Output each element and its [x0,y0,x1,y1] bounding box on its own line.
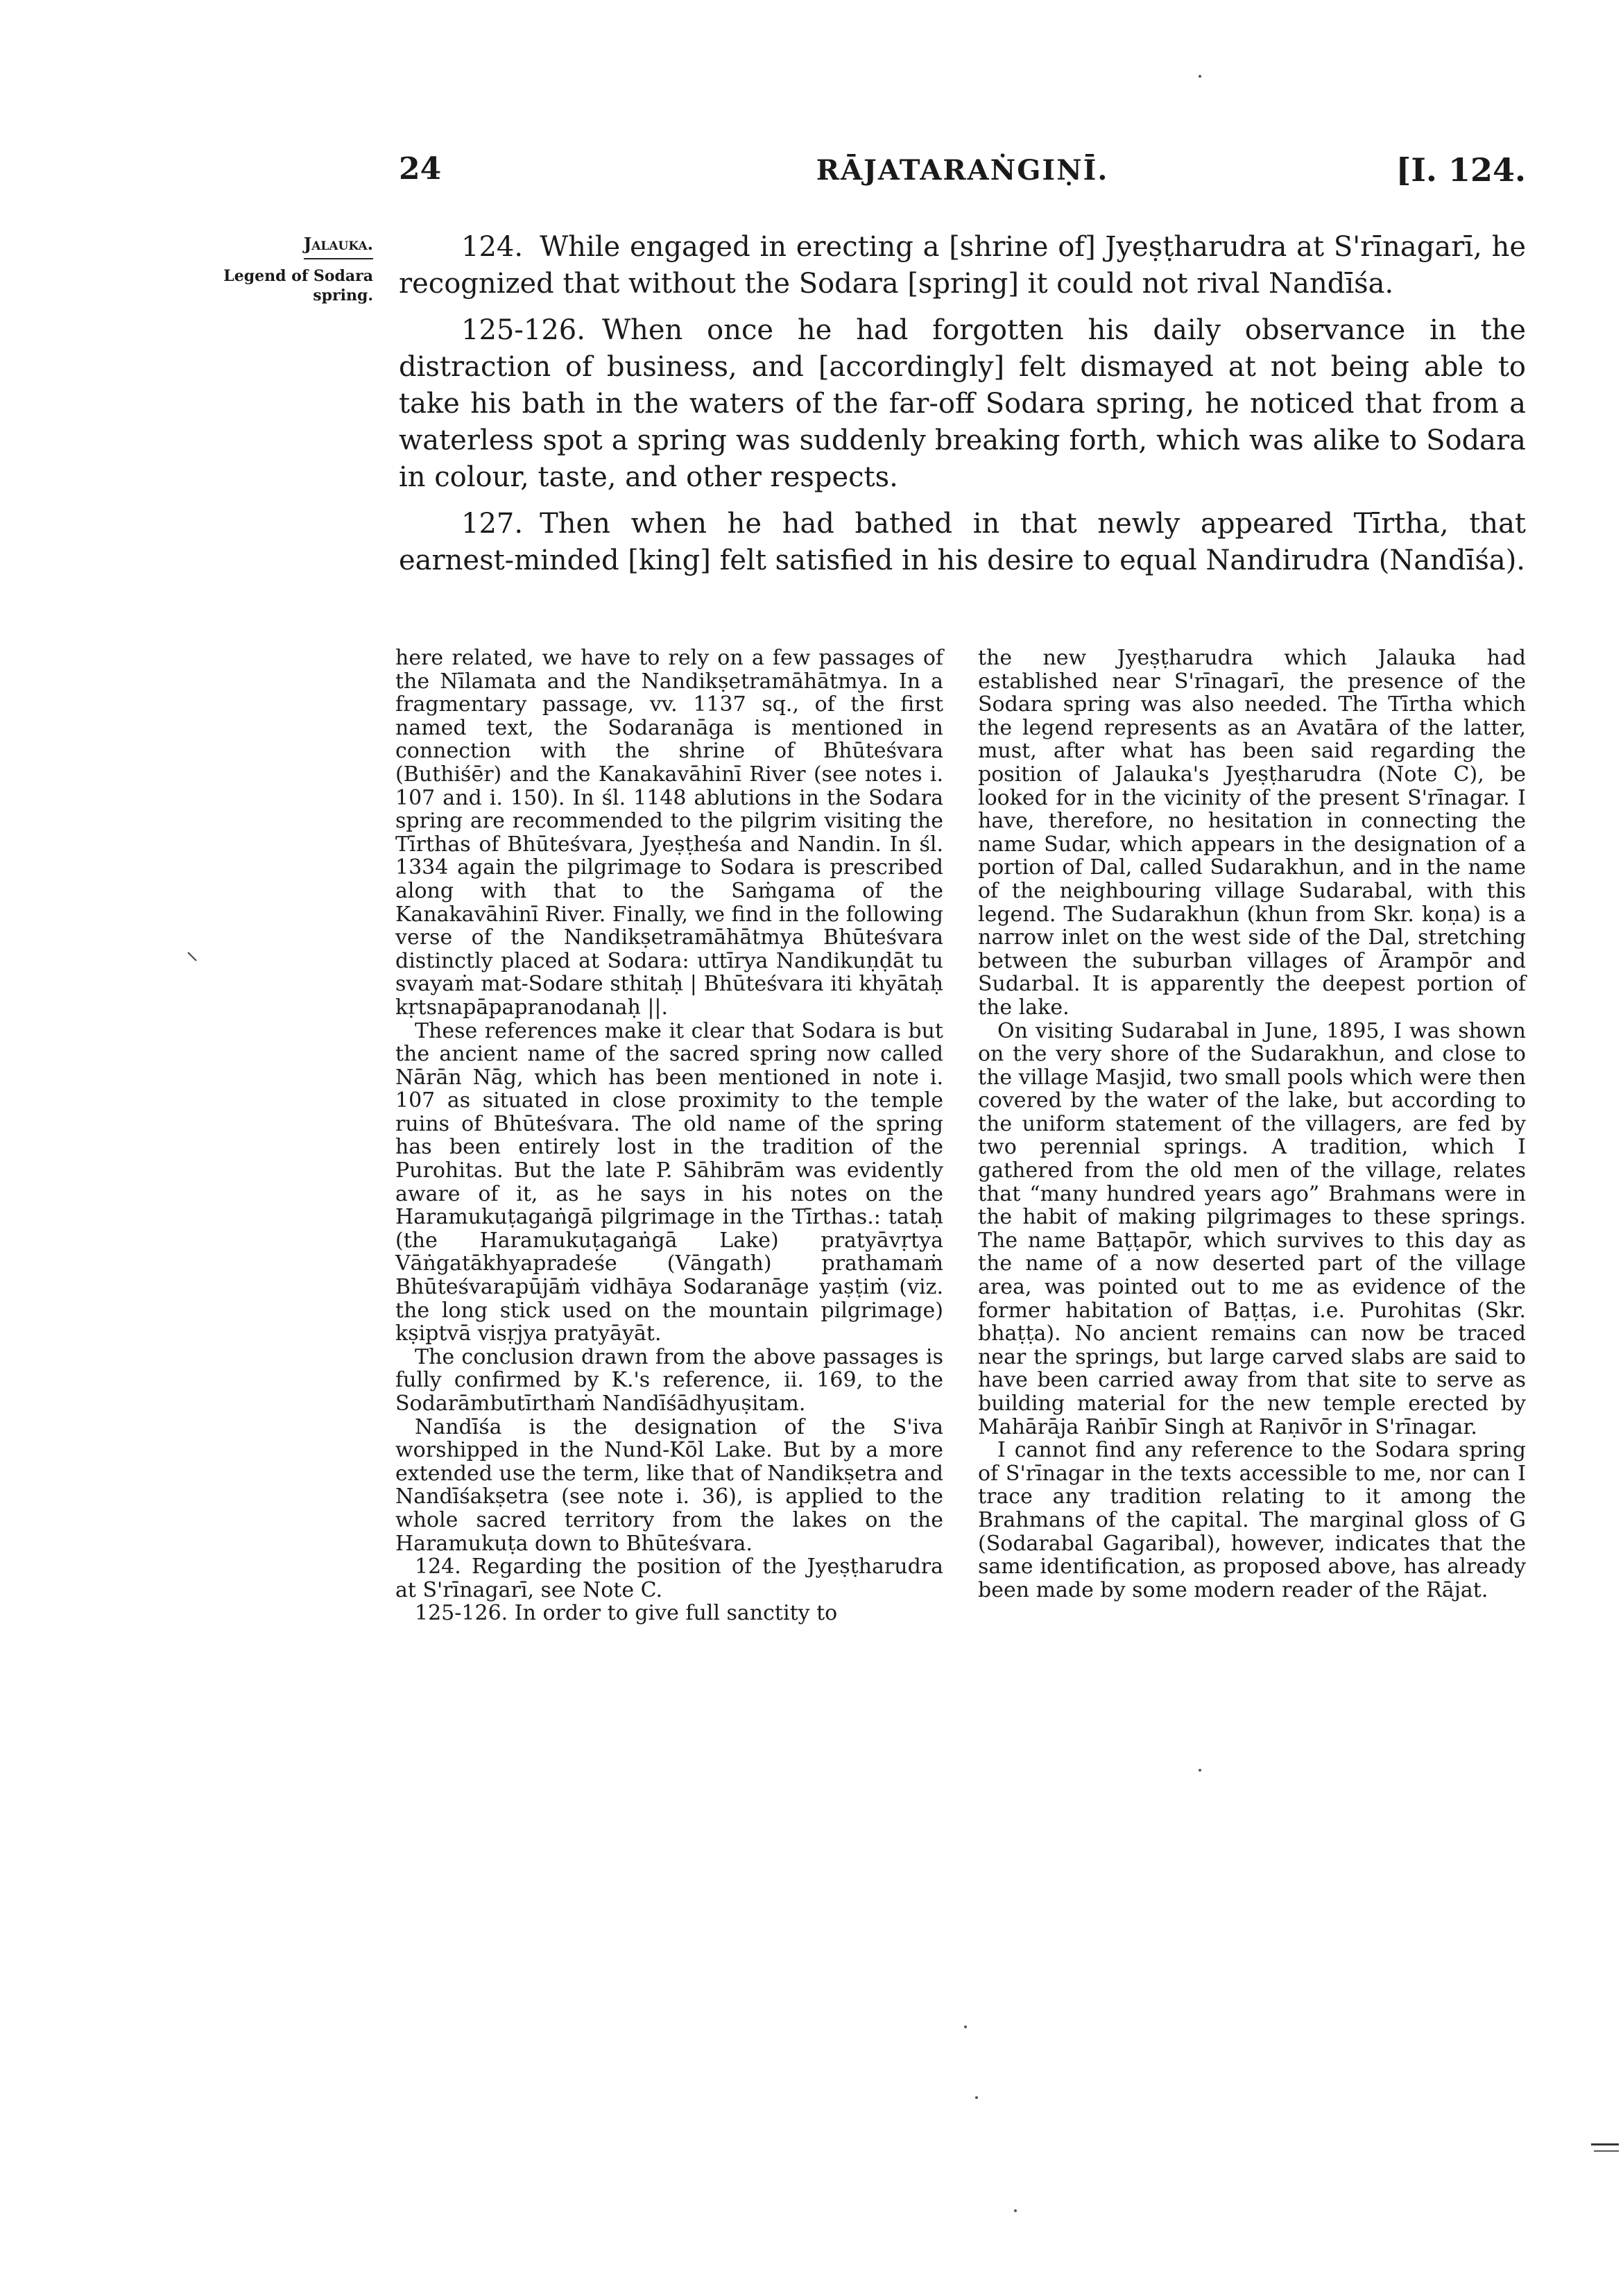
note-paragraph: The conclusion drawn from the above passages is fully confirmed by K.'s reference, ii. 169, to the Sodarāmbutīrthaṁ Nandīśādhyuṣitam. [395,1344,943,1416]
note-paragraph: here related, we have to rely on a few passages of the Nīlamata and the Nandikṣetramāhātmya. In a fragmentary passage, vv. 1137 sq., of the first named text, the Sodaranāga is mentioned in connection with the shrine of Bhūteśvara (Buthiśēr) and the Kanakavāhinī River (see notes i. 107 and i. 150). In śl. 1148 ablutions in the Sodara spring are recommended to the pilgrim visiting the Tīrthas of Bhūteśvara, Jyeṣṭheśa and Nandin. In śl. 1334 again the pilgrimage to Sodara is prescribed along with that to the Saṁgama of the Kanakavāhinī River. Finally, we find in the following verse of the Nandikṣetramāhātmya Bhūteśvara distinctly placed at Sodara: uttīrya Nandikuṇḍāt tu svayaṁ mat-Sodare sthitaḥ | Bhūteśvara iti khyātaḥ kṛtsnapāpapranodanaḥ ||. [395,646,943,1020]
verse-text: Then when he had bathed in that newly appeared Tīrtha, that earnest-minded [king] felt satisfied in his desire to equal Nandirudra (Nandīśa). [399,508,1526,576]
verse-number: 124. [461,231,524,263]
paper-speck [964,2025,967,2028]
note-paragraph: 125-126. In order to give full sanctity to [415,1601,838,1626]
running-title: RĀJATARAṄGIṆĪ. [816,154,1109,187]
note-paragraph: I cannot find any reference to the Sodara spring of S'rīnagar in the texts accessible to me, nor can I trace any tradition relating to it among the Brahmans of the capital. The marginal gloss of G (Sodarabal Gagaribal), however, indicates that the same identification, as proposed above, has already been made by some modern reader of the Rājat. [978,1438,1526,1602]
verse-text: While engaged in erecting a [shrine of] Jyeṣṭharudra at S'rīnagarī, he recognized that without the Sodara [spring] it could not rival Nandīśa. [399,231,1526,300]
note-paragraph: the new Jyeṣṭharudra which Jalauka had established near S'rīnagarī, the presence of the Sodara spring was also needed. The Tīrtha which the legend represents as an Avatāra of the latter, must, after what has been said regarding the position of Jalauka's Jyeṣṭharudra (Note C), be looked for in the vicinity of the present S'rīnagar. I have, therefore, no hesitation in connecting the name Sudar, which appears in the designation of a portion of Dal, called Sudarakhun, and in the name of the neighbouring village Sudarabal, with this legend. The Sudarakhun (khun from Skr. koṇa) is a narrow inlet on the west side of the Dal, stretching between the suburban villages of Ārampōr and Sudarbal. It is apparently the deepest portion of the lake. [978,646,1526,1020]
paper-speck [1199,75,1201,78]
note-paragraph: On visiting Sudarabal in June, 1895, I was shown on the very shore of the Sudarakhun, and close to the village Masjid, two small pools which were then covered by the water of the lake, but according to the uniform statement of the villagers, are fed by two perennial springs. A tradition, which I gathered from the old men of the village, relates that “many hundred years ago” Brahmans were in the habit of making pilgrimages to these springs. The name Baṭṭapōr, which survives to this day as the name of a now deserted part of the village area, was pointed out to me as evidence of the former habitation of Baṭṭas, i.e. Purohitas (Skr. bhaṭṭa). No ancient remains can now be traced near the springs, but large carved slabs are said to have been carried away from that site to serve as building material for the new temple erected by Mahārāja Raṅbīr Singh at Raṇivōr in S'rīnagar. [978,1018,1526,1439]
footnotes-left-column [395,646,943,1625]
edge-mark [1591,2143,1619,2145]
margin-topic-line2: spring. [313,286,373,305]
verse-text: When once he had forgotten his daily observance in the distraction of business, and [accordingly] felt dismayed at not being able to take his bath in the waters of the far-off Sodara spring, he noticed that from a waterless spot a spring was suddenly breaking forth, which was alike to Sodara in colour, taste, and other respects. [399,314,1526,493]
page-number: 24 [399,151,442,187]
note-paragraph: These references make it clear that Sodara is but the ancient name of the sacred spring now called Nārān Nāg, which has been mentioned in note i. 107 as situated in close proximity to the temple ruins of Bhūteśvara. The old name of the spring has been entirely lost in the tradition of the Purohitas. But the late P. Sāhibrām was evidently aware of it, as he says in his notes on the Haramukuṭagaṅgā pilgrimage in the Tīrthas.: tataḥ (the Haramukuṭagaṅgā Lake) pratyāvṛtya Vāṅgatākhyapradeśe (Vāngath) prathamaṁ Bhūteśvarapūjāṁ vidhāya Sodaranāge yaṣṭiṁ (viz. the long stick used on the mountain pilgrimage) kṣiptvā visṛjya pratyāyāt. [395,1018,943,1346]
verse-paragraph [399,229,1526,302]
verse-number: 127. [461,508,524,540]
paper-speck [1199,1769,1201,1772]
paper-speck [975,2096,978,2099]
note-paragraph: Nandīśa is the designation of the S'iva worshipped in the Nund-Kōl Lake. But by a more extended use the term, like that of Nandikṣetra and Nandīśakṣetra (see note i. 36), is applied to the whole sacred territory from the lakes on the Haramukuṭa down to Bhūteśvara. [395,1414,943,1556]
paper-speck [1014,2209,1017,2212]
footnotes-right-column [978,646,1526,1602]
margin-king: Jalauka. [304,234,373,259]
edge-mark [1594,2150,1619,2152]
translation-text [399,229,1526,589]
margin-topic-line1: Legend of Sodara [223,267,373,285]
page-header [399,151,1526,200]
stray-pencil-mark [187,952,197,961]
margin-notes [165,234,373,305]
verse-paragraph [399,506,1526,579]
note-paragraph: 124. Regarding the position of the Jyeṣṭharudra at S'rīnagarī, see Note C. [395,1554,943,1602]
verse-paragraph [399,312,1526,496]
verse-number: 125-126. [461,314,585,346]
section-reference: [I. 124. [1396,151,1526,189]
